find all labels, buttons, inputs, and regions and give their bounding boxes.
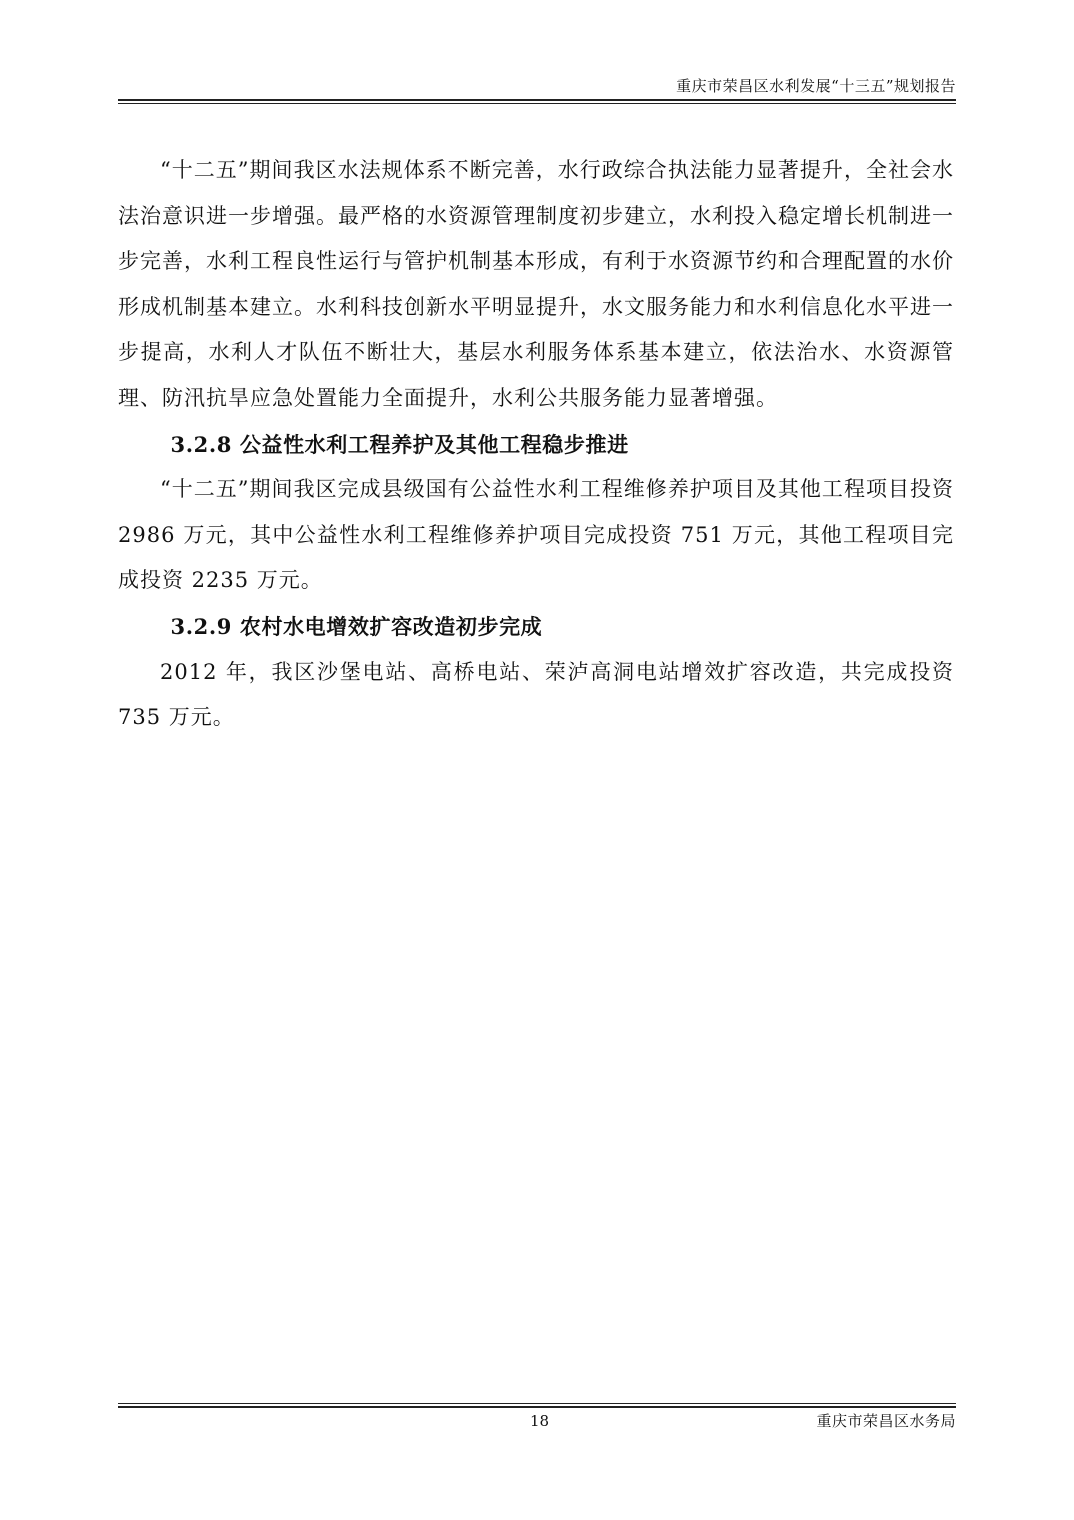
footer-organization: 重庆市荣昌区水务局 [816,1412,956,1430]
header-rule [118,99,956,101]
page-footer [118,1403,956,1433]
footer-rule-thin [118,1403,956,1404]
footer-rule [118,1406,956,1408]
document-body [118,148,954,741]
page-header [118,76,956,102]
header-rule-thin [118,103,956,104]
body-paragraph: 2012 年，我区沙堡电站、高桥电站、荣泸高洞电站增效扩容改造，共完成投资 735 万元。 [118,659,954,730]
section-heading-3-2-8: 3.2.8 公益性水利工程养护及其他工程稳步推进 [170,431,629,457]
body-paragraph: “十二五”期间我区水法规体系不断完善，水行政综合执法能力显著提升，全社会水法治意识进一步增强。最严格的水资源管理制度初步建立，水利投入稳定增长机制进一步完善，水利工程良性运行与管护机制基本形成，有利于水资源节约和合理配置的水价形成机制基本建立。水利科技创新水平明显提升，水文服务能力和水利信息化水平进一步提高，水利人才队伍不断壮大，基层水利服务体系基本建立，依法治水、水资源管理、防汛抗旱应急处置能力全面提升，水利公共服务能力显著增强。 [118,158,954,410]
body-paragraph: “十二五”期间我区完成县级国有公益性水利工程维修养护项目及其他工程项目投资 2986 万元，其中公益性水利工程维修养护项目完成投资 751 万元，其他工程项目完成投资 2235 万元。 [118,477,954,593]
header-title: 重庆市荣昌区水利发展“十三五”规划报告 [676,77,956,95]
page-number: 18 [530,1412,550,1430]
section-heading-3-2-9: 3.2.9 农村水电增效扩容改造初步完成 [170,613,543,639]
